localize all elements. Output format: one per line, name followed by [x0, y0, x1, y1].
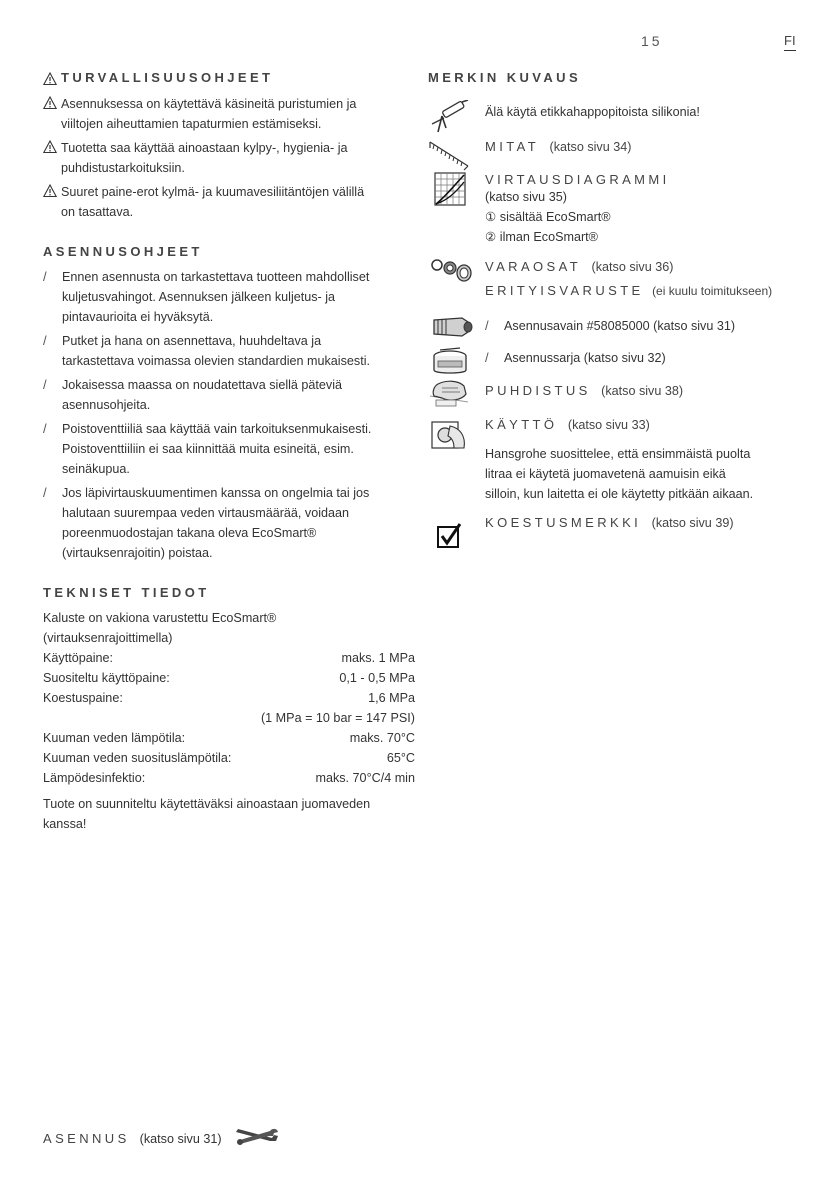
page-number: 15: [641, 33, 663, 49]
cleaning-note: (katso sivu 38): [601, 384, 684, 398]
safety-text: on tasattava.: [61, 205, 134, 219]
cleaning-row: [485, 382, 683, 400]
safety-item: [43, 182, 415, 202]
install-text: asennusohjeita.: [62, 398, 151, 412]
spec-row: [43, 748, 415, 768]
installation-key-icon: [430, 312, 474, 347]
warning-icon: [43, 140, 57, 154]
spec-label: Käyttöpaine:: [43, 651, 114, 665]
tech-note: Tuote on suunniteltu käytettäväksi ainoastaan juomaveden: [43, 797, 371, 811]
assembly-note: (katso sivu 31): [139, 1131, 222, 1146]
spec-label: Kuuman veden suosituslämpötila:: [43, 751, 232, 765]
slash-bullet: /: [43, 485, 47, 500]
use-text: Hansgrohe suosittelee, että ensimmäistä puolta: [485, 447, 751, 461]
assembly-heading: ASENNUS: [43, 1131, 130, 1146]
spec-value: 1,6 MPa: [368, 691, 415, 705]
dimensions-heading: MITAT: [485, 139, 540, 154]
warning-icon: [43, 72, 57, 86]
cleaning-hand-icon: [428, 376, 472, 415]
safety-list: [43, 94, 415, 222]
language-code: FI: [784, 33, 796, 51]
install-item: [43, 375, 415, 415]
safety-heading-row: [43, 70, 415, 86]
slash-bullet: /: [485, 350, 489, 365]
installation-kit-text: Asennussarja (katso sivu 32): [504, 351, 666, 365]
flow-block: [485, 172, 670, 247]
test-heading: KOESTUSMERKKI: [485, 515, 642, 530]
slash-bullet: /: [43, 377, 47, 392]
install-item: [43, 267, 415, 327]
cleaning-heading: PUHDISTUS: [485, 383, 591, 398]
tech-intro: Kaluste on vakiona varustettu EcoSmart®: [43, 611, 277, 625]
install-text: seinäkupua.: [62, 462, 130, 476]
safety-item: [43, 138, 415, 158]
spec-row: [43, 708, 415, 728]
tech-data: [43, 608, 415, 834]
spec-row: [43, 688, 415, 708]
install-text: halutaan suurempaa veden virtausmäärää, voidaan: [62, 506, 350, 520]
flow-note: (katso sivu 35): [485, 190, 567, 204]
tech-note: kanssa!: [43, 817, 87, 831]
install-item: [43, 483, 415, 563]
install-text: pintavaurioita ei hyväksytä.: [62, 310, 214, 324]
installation-key-text: Asennusavain #58085000 (katso sivu 31): [504, 319, 736, 333]
install-item: [43, 419, 415, 479]
spec-value: maks. 1 MPa: [341, 651, 415, 665]
warning-icon: [43, 184, 57, 198]
use-block: [485, 416, 805, 504]
install-text: (virtauksenrajoitin) poistaa.: [62, 546, 213, 560]
symbols-heading: MERKIN KUVAUS: [428, 70, 582, 85]
accessory-item: [485, 348, 666, 368]
test-note: (katso sivu 39): [651, 516, 734, 530]
use-row: [485, 416, 805, 434]
use-text: silloin, kun laitetta ei ole käytetty pitkään aikaan.: [485, 487, 754, 501]
spec-label: Koestuspaine:: [43, 691, 123, 705]
flow-diagram-icon: [434, 172, 466, 211]
accessories-note: (ei kuulu toimitukseen): [652, 284, 773, 298]
spec-value: maks. 70°C: [349, 731, 415, 745]
slash-bullet: /: [43, 333, 47, 348]
use-note: (katso sivu 33): [567, 418, 650, 432]
install-text: Poistoventtiiliin ei saa kiinnittää muita esineitä, esim.: [62, 442, 354, 456]
spare-parts-icon: [430, 256, 474, 291]
dimensions-row: [485, 138, 631, 156]
spec-value: 65°C: [386, 751, 415, 765]
accessories-heading: ERITYISVARUSTE: [485, 283, 644, 298]
install-text: Ennen asennusta on tarkastettava tuotteen mahdolliset: [62, 270, 370, 284]
accessories-row: [485, 282, 772, 300]
test-row: [485, 514, 734, 532]
install-text: Poistoventtiiliä saa käyttää vain tarkoituksenmukaisesti.: [62, 422, 372, 436]
flow-heading: VIRTAUSDIAGRAMMI: [485, 172, 670, 187]
use-text: litraa ei käytetä juomavetenä aamuisin eikä: [485, 467, 726, 481]
install-text: kuljetusvahingot. Asennuksen jälkeen kuljetus- ja: [62, 290, 336, 304]
spec-row: [43, 728, 415, 748]
install-text: Jos läpivirtauskuumentimen kanssa on ongelmia tai jos: [62, 486, 370, 500]
dimensions-note: (katso sivu 34): [549, 140, 632, 154]
tech-intro: (virtauksenrajoittimella): [43, 631, 173, 645]
spare-heading: VARAOSAT: [485, 259, 582, 274]
safety-text: viiltojen aiheuttamien tapaturmien estämiseksi.: [61, 117, 322, 131]
test-checkmark-icon: [436, 522, 464, 555]
safety-item: [43, 94, 415, 114]
silicone-gun-icon: [428, 100, 470, 141]
slash-bullet: /: [43, 269, 47, 284]
use-heading: KÄYTTÖ: [485, 417, 558, 432]
install-text: poreenmuodostajan takana oleva EcoSmart®: [62, 526, 317, 540]
spec-value: maks. 70°C/4 min: [315, 771, 415, 785]
tech-heading: TEKNISET TIEDOT: [43, 585, 210, 600]
install-heading: ASENNUSOHJEET: [43, 244, 203, 259]
safety-text: puhdistustarkoituksiin.: [61, 161, 185, 175]
spec-label: Suositeltu käyttöpaine:: [43, 671, 170, 685]
flow-item: ① sisältää EcoSmart®: [485, 210, 611, 224]
flow-item: ② ilman EcoSmart®: [485, 230, 598, 244]
spec-value: (1 MPa = 10 bar = 147 PSI): [260, 711, 415, 725]
slash-bullet: /: [485, 318, 489, 333]
spec-row: [43, 668, 415, 688]
assembly-section: [43, 1124, 280, 1153]
install-text: tarkastettava voimassa olevien standardien mukaisesti.: [62, 354, 370, 368]
spec-row: [43, 768, 415, 788]
install-text: Putket ja hana on asennettava, huuhdeltava ja: [62, 334, 322, 348]
spare-row: [485, 258, 673, 276]
spare-note: (katso sivu 36): [591, 260, 674, 274]
spec-row: [43, 648, 415, 668]
install-list: [43, 267, 415, 563]
safety-text: Suuret paine-erot kylmä- ja kuumavesiliitäntöjen välillä: [61, 185, 365, 199]
left-column: [43, 70, 415, 834]
accessory-item: [485, 316, 735, 336]
spec-label: Lämpödesinfektio:: [43, 771, 146, 785]
spec-label: Kuuman veden lämpötila:: [43, 731, 186, 745]
install-item: [43, 331, 415, 371]
safety-text: Asennuksessa on käytettävä käsineitä puristumien ja: [61, 97, 357, 111]
spec-value: 0,1 - 0,5 MPa: [339, 671, 415, 685]
install-text: Jokaisessa maassa on noudatettava siellä päteviä: [62, 378, 343, 392]
warning-icon: [43, 96, 57, 110]
slash-bullet: /: [43, 421, 47, 436]
faucet-use-icon: [430, 416, 470, 457]
safety-text: Tuotetta saa käyttää ainoastaan kylpy-, hygienia- ja: [61, 141, 348, 155]
safety-heading: TURVALLISUUSOHJEET: [61, 70, 274, 85]
silicone-warning: Älä käytä etikkahappopitoista silikonia!: [485, 105, 700, 119]
wrench-icon: [232, 1124, 280, 1153]
